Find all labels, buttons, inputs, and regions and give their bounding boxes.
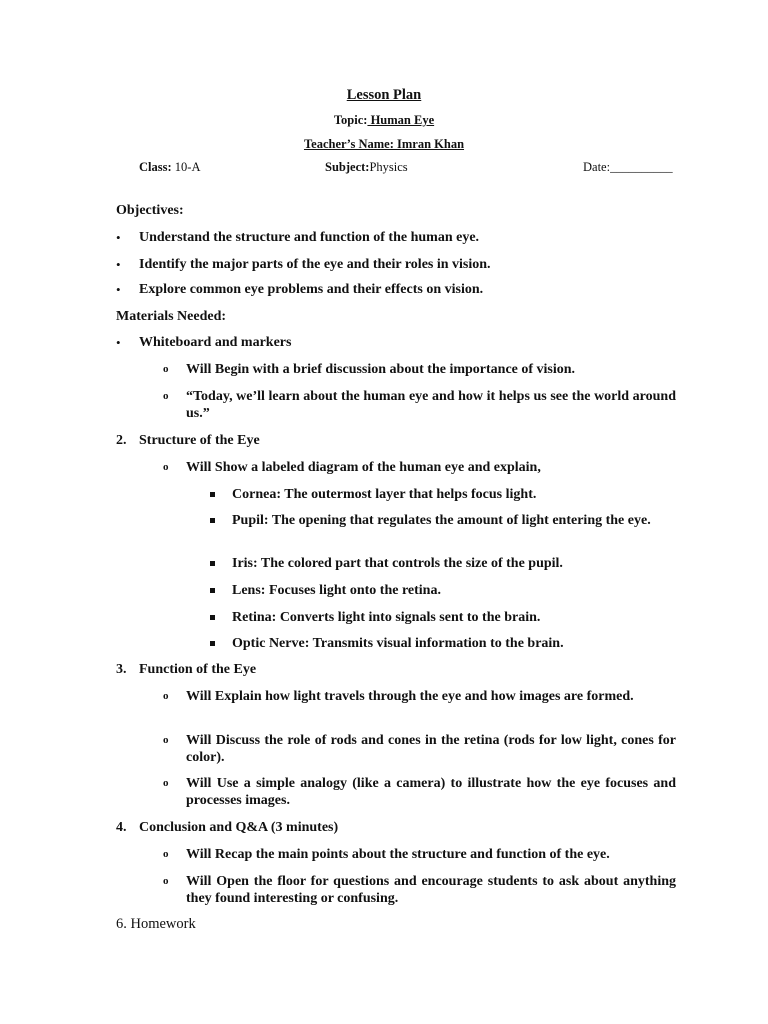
circle-marker: o [163, 848, 169, 860]
eye-part-item: Iris: The colored part that controls the size of the pupil. [232, 556, 563, 571]
objectives-heading: Objectives: [116, 203, 184, 218]
date-field [583, 160, 673, 175]
eye-part-item: Retina: Converts light into signals sent to the brain. [232, 610, 541, 625]
materials-heading: Materials Needed: [116, 309, 227, 324]
bullet-marker: • [116, 257, 121, 272]
function-item: Will Explain how light travels through the eye and how images are formed. [186, 689, 634, 704]
eye-part-item: Cornea: The outermost layer that helps focus light. [232, 487, 537, 502]
section-number: 2. [116, 433, 127, 448]
square-bullet [210, 588, 215, 593]
materials-item: Whiteboard and markers [139, 335, 292, 350]
class-field [139, 160, 200, 175]
circle-marker: o [163, 690, 169, 702]
class-label: Class: [139, 160, 172, 174]
teacher-name: Teacher’s Name: Imran Khan [303, 137, 465, 151]
date-label: Date: [583, 160, 611, 174]
bullet-marker: • [116, 282, 121, 297]
square-bullet [210, 561, 215, 566]
bullet-marker: • [116, 335, 121, 350]
section-intro: Will Show a labeled diagram of the human eye and explain, [186, 460, 541, 475]
eye-part-item: Pupil: The opening that regulates the amount of light entering the eye. [232, 513, 651, 528]
section-number: 4. [116, 820, 127, 835]
square-bullet [210, 492, 215, 497]
date-blank: __________ [610, 160, 673, 174]
topic-label: Topic: [333, 113, 368, 127]
square-bullet [210, 641, 215, 646]
materials-subitem: Will Begin with a brief discussion about the importance of vision. [186, 362, 576, 377]
materials-subitem: “Today, we’ll learn about the human eye and how it helps us see the world around us.” [186, 389, 676, 421]
circle-marker: o [163, 363, 169, 375]
circle-marker: o [163, 734, 169, 746]
section-number: 3. [116, 662, 127, 677]
function-item: Will Use a simple analogy (like a camera) to illustrate how the eye focuses and processes images. [186, 776, 676, 808]
function-item: Will Discuss the role of rods and cones in the retina (rods for low light, cones for color). [186, 733, 676, 765]
subject-value: Physics [369, 160, 408, 174]
conclusion-item: Will Open the floor for questions and encourage students to ask about anything they found interesting or confusing. [186, 874, 676, 906]
section-heading: Conclusion and Q&A (3 minutes) [139, 820, 339, 835]
conclusion-item: Will Recap the main points about the structure and function of the eye. [186, 847, 610, 862]
section-heading: Structure of the Eye [139, 433, 260, 448]
objective-item: Explore common eye problems and their effects on vision. [139, 282, 484, 297]
class-value: 10-A [171, 160, 201, 174]
circle-marker: o [163, 777, 169, 789]
objective-item: Understand the structure and function of the human eye. [139, 230, 480, 245]
subject-field [325, 160, 408, 175]
topic-value: Human Eye [367, 113, 435, 127]
homework-heading: 6. Homework [116, 916, 196, 932]
circle-marker: o [163, 390, 169, 402]
square-bullet [210, 518, 215, 523]
circle-marker: o [163, 461, 169, 473]
subject-label: Subject: [325, 160, 370, 174]
section-heading: Function of the Eye [139, 662, 257, 677]
circle-marker: o [163, 875, 169, 887]
eye-part-item: Optic Nerve: Transmits visual information to the brain. [232, 636, 564, 651]
objective-item: Identify the major parts of the eye and their roles in vision. [139, 257, 491, 272]
eye-part-item: Lens: Focuses light onto the retina. [232, 583, 441, 598]
topic-line [0, 113, 768, 128]
bullet-marker: • [116, 230, 121, 245]
page-title: Lesson Plan [346, 87, 422, 103]
square-bullet [210, 615, 215, 620]
